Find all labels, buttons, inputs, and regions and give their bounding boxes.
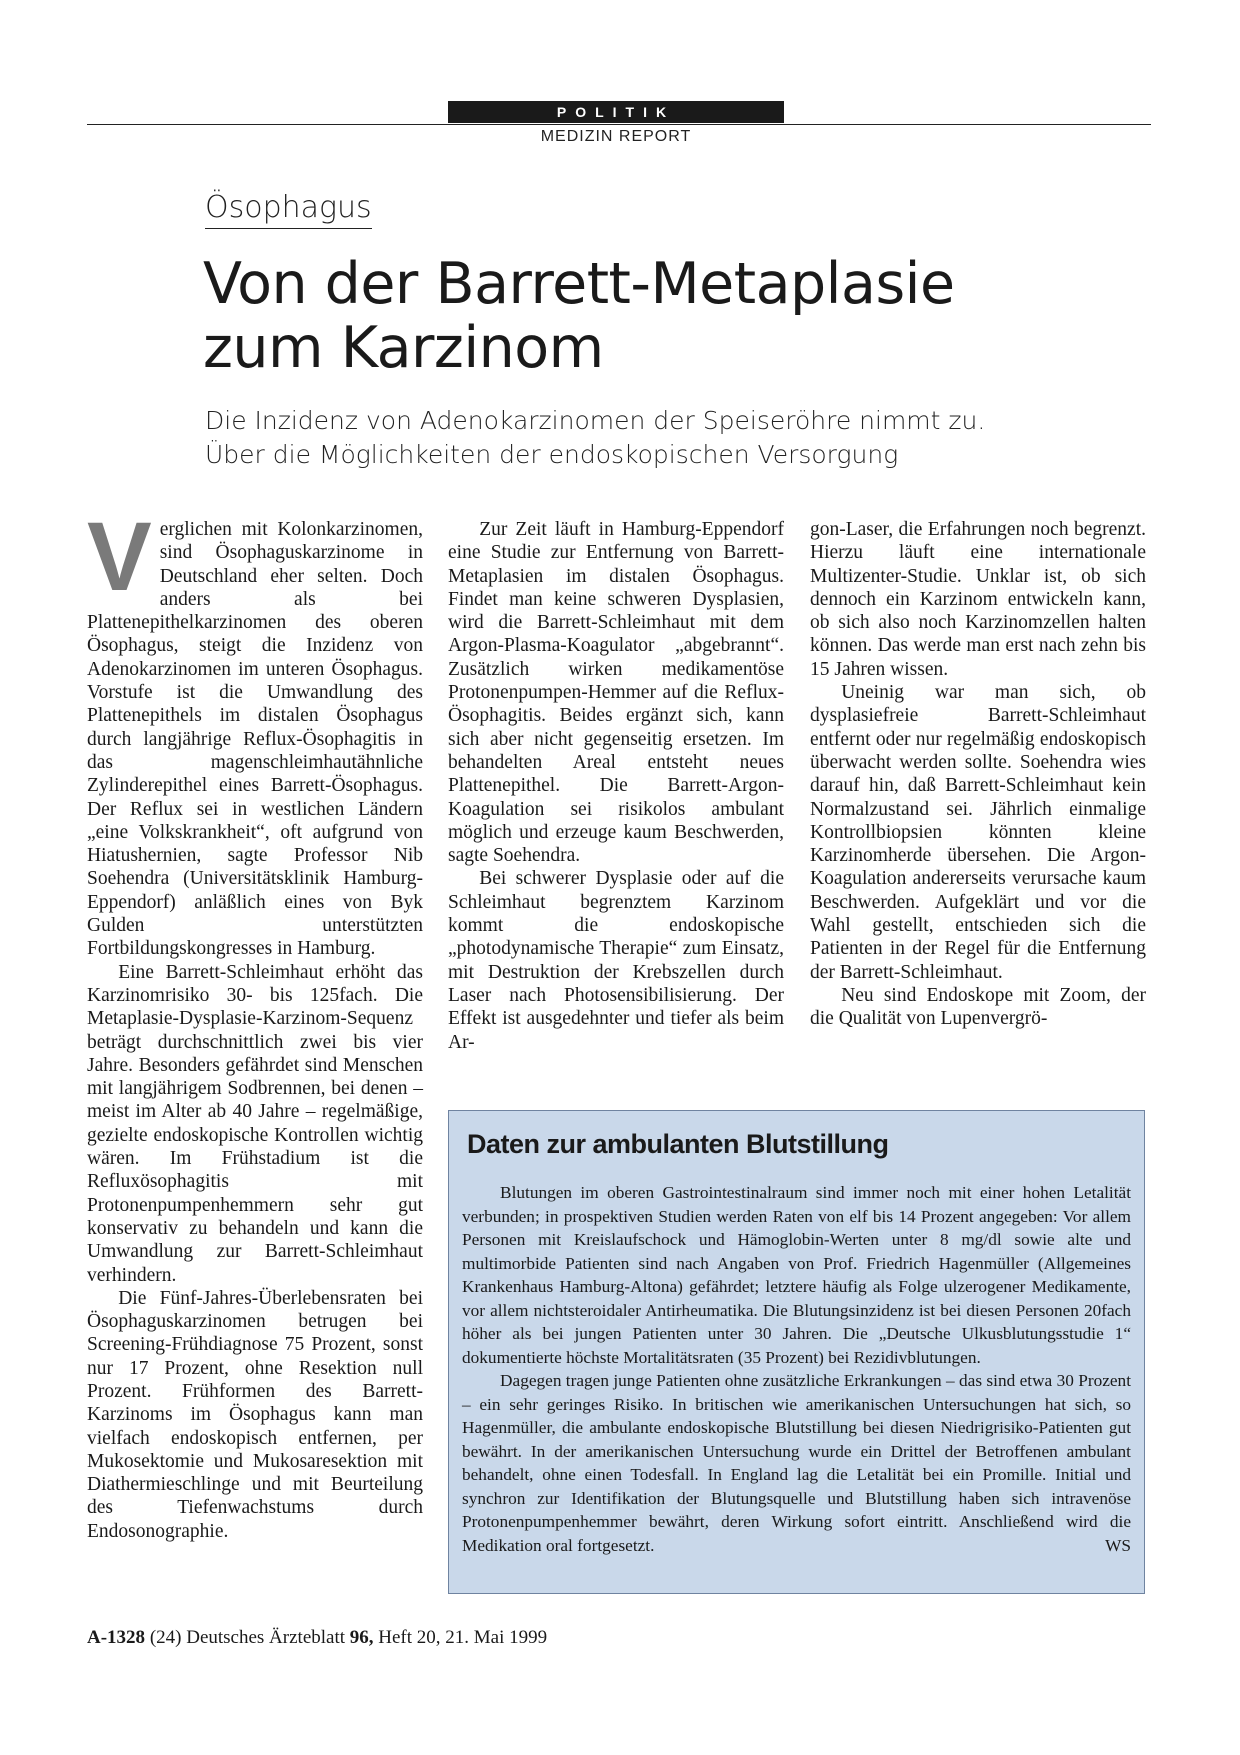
paragraph: gon-Laser, die Erfahrungen noch begrenzt. Hierzu läuft eine internationale Multizenter-Studie. Unklar ist, ob sich dennoch ein Karzinom entwickeln kann, ob sich also noch Karzinomzellen halten können. Das werde man erst nach zehn bis 15 Jahren wissen.	[810, 519, 1146, 680]
page-number: (24)	[149, 1627, 182, 1648]
journal-issue: Heft 20, 21. Mai 1999	[378, 1627, 548, 1648]
page-footer	[87, 1627, 547, 1649]
journal-volume: 96,	[349, 1627, 374, 1648]
headline-line-2: zum Karzinom	[203, 315, 604, 381]
subsection-label: MEDIZIN REPORT	[540, 128, 692, 145]
journal-name: Deutsches Ärzteblatt	[186, 1627, 346, 1648]
standfirst-line-1: Die Inzidenz von Adenokarzinomen der Speiseröhre nimmt zu.	[205, 406, 986, 435]
drop-cap: V	[87, 502, 152, 611]
headline-line-1: Von der Barrett-Metaplasie	[203, 251, 955, 317]
article-headline	[203, 252, 1103, 380]
paragraph: Eine Barrett-Schleimhaut erhöht das Karzinomrisiko 30- bis 125fach. Die Metaplasie-Dysplasie-Karzinom-Sequenz beträgt durchschnittlich zwei bis vier Jahre. Besonders gefährdet sind Menschen mit langjährigem Sodbrennen, bei denen – meist im Alter ab 40 Jahre – regelmäßige, gezielte endoskopische Kontrollen wichtig wären. Im Frühstadium ist die Refluxösophagitis mit Protonenpumpenhemmern sehr gut konservativ zu behandeln und kann die Umwandlung zur Barrett-Schleimhaut verhindern.	[87, 961, 423, 1286]
page-code: A-1328	[87, 1627, 146, 1648]
author-signoff: WS	[1105, 1535, 1131, 1555]
paragraph-text: erglichen mit Kolonkarzinomen, sind Ösophaguskarzinome in Deutschland eher selten. Doch anders als bei Plattenepithelkarzinomen des oberen Ösophagus, steigt die Inzidenz von Adenokarzinomen im unteren Ösophagus. Vorstufe ist die Umwandlung des Plattenepithels im distalen Ösophagus durch langjährige Reflux-Ösophagitis in das magenschleimhautähnliche Zylinderepithel eines Barrett-Ösophagus. Der Reflux sei in westlichen Ländern „eine Volkskrankheit“, oft aufgrund von Hiatushernien, sagte Professor Nib Soehendra (Universitätsklinik Hamburg-Eppendorf) anläßlich eines von Byk Gulden unterstützten Fortbildungskongresses in Hamburg.	[87, 519, 423, 960]
article-column-3	[810, 518, 1146, 1031]
paragraph-text: Dagegen tragen junge Patienten ohne zusätzliche Erkrankungen – das sind etwa 30 Prozent – ein sehr geringes Risiko. In britischen wie amerikanischen Untersuchungen hat sich, so Hagenmüller, die ambulante endoskopische Blutstillung bei diesen Niedrigrisiko-Patienten gut bewährt. In der amerikanischen Untersuchung wurde ein Drittel der Betroffenen ambulant behandelt, ohne einen Todesfall. In England lag die Letalität bei ein Promille. Initial und synchron zur Identifikation der Blutungsquelle und Blutstillung haben sich intravenöse Protonenpumpenhemmer bewährt, deren Wirkung sofort eintritt. Anschließend wird die Medikation oral fortgesetzt.	[462, 1371, 1131, 1555]
section-label: POLITIK	[448, 101, 784, 123]
info-box-paragraph: Blutungen im oberen Gastrointestinalraum sind immer noch mit einer hohen Letalität verbunden; in prospektiven Studien werden Raten von elf bis 14 Prozent angegeben: Vor allem Personen mit Kreislaufschock und Hämoglobin-Werten unter 8 mg/dl sowie alte und multimorbide Patienten sind nach Angaben von Prof. Friedrich Hagenmüller (Allgemeines Krankenhaus Hamburg-Altona) gefährdet; letztere häufig als Folge ulzerogener Medikamente, vor allem nichtsteroidaler Antirheumatika. Die Blutungsinzidenz ist bei diesen Personen 20fach höher als bei jungen Patienten unter 30 Jahren. Die „Deutsche Ulkusblutungsstudie 1“ dokumentierte höchste Mortalitätsraten (35 Prozent) bei Rezidivblutungen.	[462, 1183, 1131, 1367]
article-kicker: Ösophagus	[205, 190, 372, 229]
paragraph	[87, 502, 423, 961]
paragraph: Uneinig war man sich, ob dysplasiefreie Barrett-Schleimhaut entfernt oder nur regelmäßig endoskopisch überwacht werden sollte. Soehendra wies darauf hin, daß Barrett-Schleimhaut kein Normalzustand sei. Jährlich einmalige Kontrollbiopsien könnten kleine Karzinomherde übersehen. Die Argon-Koagulation andererseits verursache kaum Beschwerden. Aufgeklärt und vor die Wahl gestellt, entschieden sich die Patienten in der Regel für die Entfernung der Barrett-Schleimhaut.	[810, 682, 1146, 983]
info-box-paragraph	[462, 1369, 1131, 1557]
header-rule	[87, 124, 1151, 125]
paragraph: Neu sind Endoskope mit Zoom, der die Qualität von Lupenvergrö-	[810, 984, 1146, 1030]
paragraph: Die Fünf-Jahres-Überlebensraten bei Ösophaguskarzinomen betrugen bei Screening-Frühdiagnose 75 Prozent, sonst nur 17 Prozent, ohne Resektion null Prozent. Frühformen des Barrett-Karzinoms im Ösophagus kann man vielfach endoskopisch entfernen, per Mukosektomie und Mukosaresektion mit Diathermieschlinge und mit Beurteilung des Tiefenwachstums durch Endosonographie.	[87, 1287, 423, 1542]
info-box	[448, 1110, 1145, 1594]
paragraph: Zur Zeit läuft in Hamburg-Eppendorf eine Studie zur Entfernung von Barrett-Metaplasien im distalen Ösophagus. Findet man keine schweren Dysplasien, wird die Barrett-Schleimhaut mit dem Argon-Plasma-Koagulator „abgebrannt“. Zusätzlich wirken medikamentöse Protonenpumpen-Hemmer auf die Reflux-Ösophagitis. Beides ergänzt sich, kann sich aber nicht gegenseitig ersetzen. Im behandelten Areal entsteht neues Plattenepithel. Die Barrett-Argon-Koagulation sei risikolos ambulant möglich und erzeuge kaum Beschwerden, sagte Soehendra.	[448, 519, 784, 867]
article-standfirst	[205, 404, 1105, 472]
info-box-body	[462, 1181, 1131, 1557]
standfirst-line-2: Über die Möglichkeiten der endoskopischen Versorgung	[205, 440, 899, 469]
article-column-2	[448, 518, 784, 1054]
paragraph: Bei schwerer Dysplasie oder auf die Schleimhaut begrenztem Karzinom kommt die endoskopische „photodynamische Therapie“ zum Einsatz, mit Destruktion der Krebszellen durch Laser nach Photosensibilisierung. Der Effekt ist ausgedehnter und tiefer als beim Ar-	[448, 868, 784, 1053]
info-box-title: Daten zur ambulanten Blutstillung	[467, 1129, 889, 1159]
article-column-1	[87, 502, 423, 1543]
